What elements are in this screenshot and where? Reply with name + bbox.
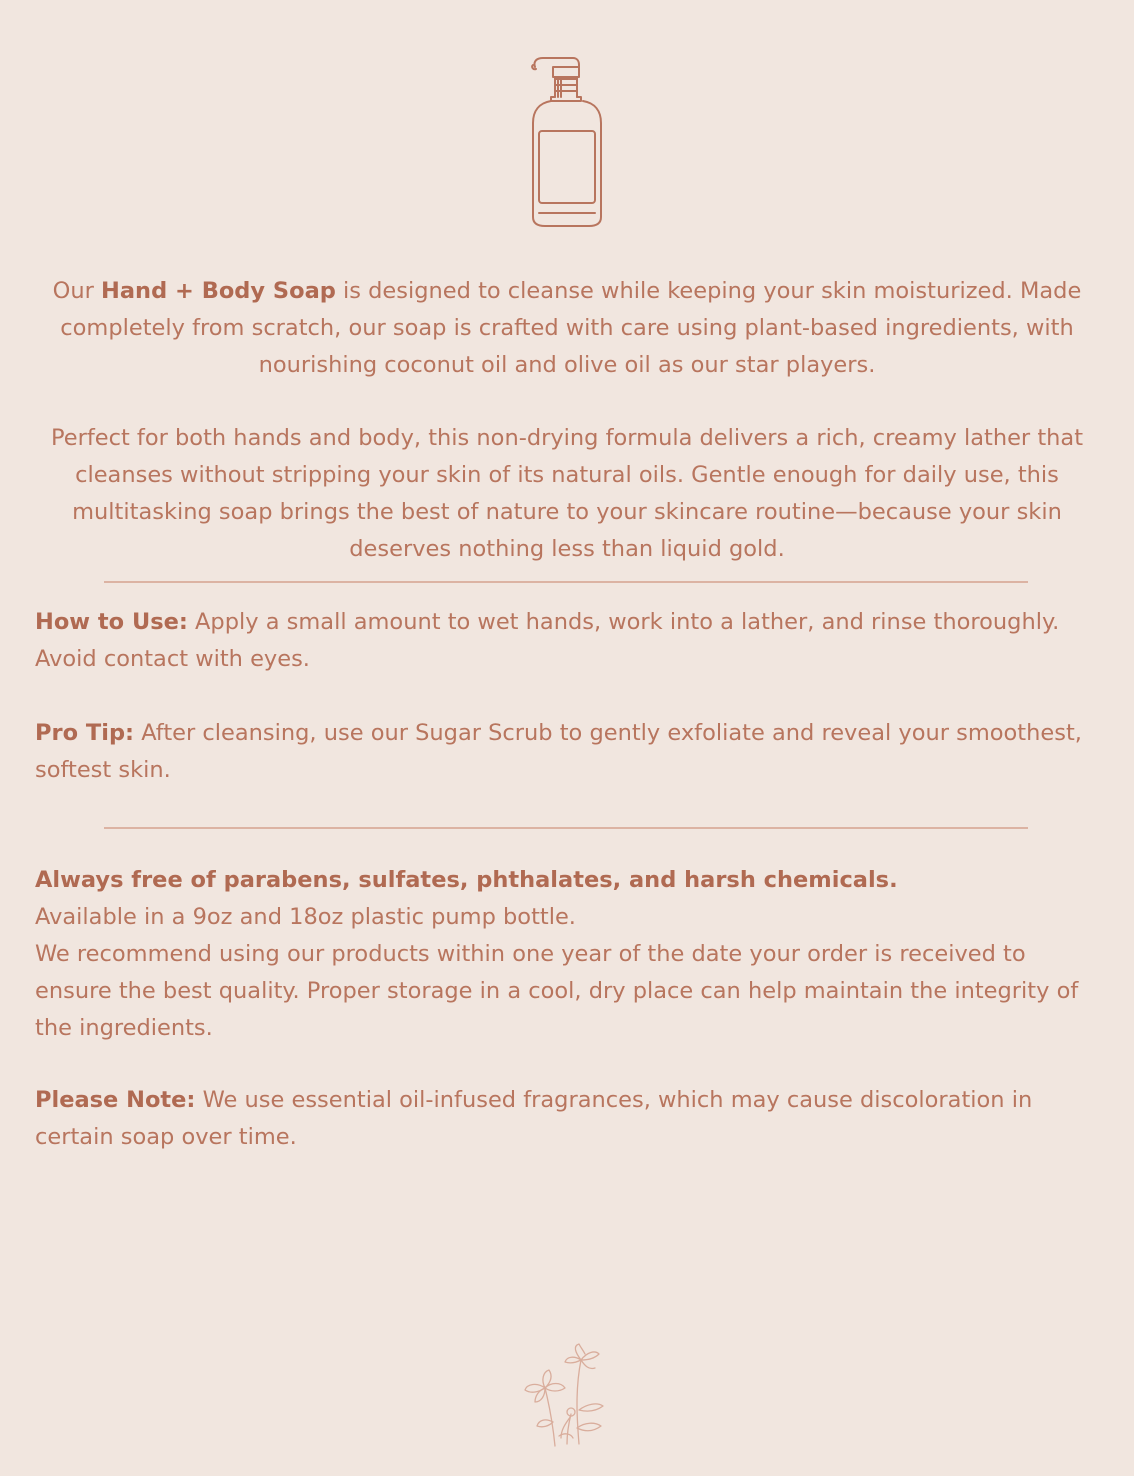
benefits-paragraph: Perfect for both hands and body, this non-drying formula delivers a rich, creamy lather that cleanses without stripping your skin of its natural oils. Gentle enough for daily use, this multitasking soap brings the best of nature to your skincare routine—because your skin deserves nothing less than liquid gold. [50,425,1084,562]
recommendation-text: We recommend using our products within one year of the date your order is received to ensure the best quality. Proper storage in a cool, dry place can help maintain the integrity of the ingredients. [35,941,1079,1041]
divider-bottom [104,827,1028,829]
please-note-text: We use essential oil-infused fragrances, which may cause discoloration in certain soap over time. [35,1087,1033,1150]
how-to-use-text: Apply a small amount to wet hands, work into a lather, and rinse thoroughly. Avoid contact with eyes. [35,609,1060,672]
product-name: Hand + Body Soap [101,278,336,304]
divider-top [104,581,1028,583]
always-free-statement: Always free of parabens, sulfates, phthalates, and harsh chemicals. [35,867,898,893]
wildflower-icon [515,1340,615,1450]
how-to-use-label: How to Use: [35,609,188,635]
intro-text: is designed to cleanse while keeping your skin moisturized. Made completely from scratch, our soap is crafted with care using plant-based ingredients, with nourishing coconut oil and olive oil as our star players. [60,278,1082,378]
availability-text: Available in a 9oz and 18oz plastic pump bottle. [35,904,576,930]
please-note-label: Please Note: [35,1087,196,1113]
details-block [35,862,1105,1047]
intro-prefix: Our [52,278,102,304]
please-note-paragraph [35,1082,1105,1156]
pro-tip-text: After cleansing, use our Sugar Scrub to gently exfoliate and reveal your smoothest, softest skin. [35,720,1082,783]
pump-bottle-icon [527,55,605,230]
how-to-use-paragraph [35,604,1105,678]
pro-tip-paragraph [35,715,1105,789]
pro-tip-label: Pro Tip: [35,720,135,746]
intro-paragraph [30,273,1104,384]
